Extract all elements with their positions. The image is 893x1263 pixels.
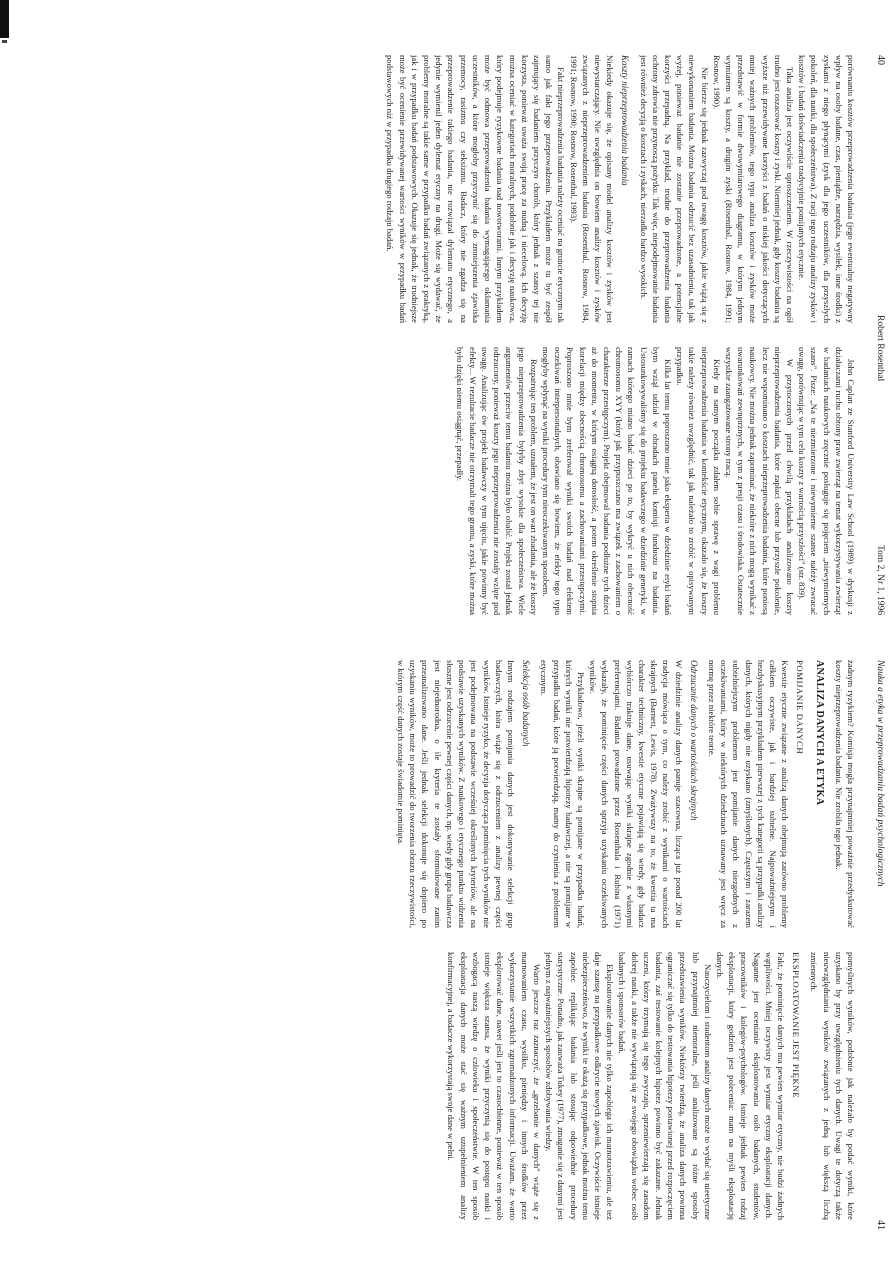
paragraph: Niekiedy okazuje się, że opisany model analizy kosztów i zysków jest niewystarczający. Nie uwzględnia on bowiem analizy kosztów i zysków związanych z nieprzeprowadzeniem badania (Rosenthal, Rosnow, 1984, 1991; Rosnow, 1990; Rosnow, Rosenthal, 1993). [568,55,616,323]
paragraph: Fakt nieprzeprowadzenia badania należy oceniać na gruncie etycznym tak samo jak fakt jego przeprowadzenia. Przykładem może tu być zespół zajmujący się badaniem przyczyn chorób, który jednak z szansy tej nie korzysta, ponieważ uważa swoją pracę za nudną i niecelową. Ich decyzję można oceniać w kategoriach moralnych, podobnie jak i decyzję naukowca, który podejmuje ryzykowne badania nad nowotworami. Innym przykładem może być odmowa przeprowadzenia badania wymagającego okłamania uczestników, a które mogłoby przyczynić się do zmniejszenia zjawiska przemocy, rasizmu czy seksizmu. Badacz, który nie zgadza się na przeprowadzenie takiego badania, nie rozwiązał dylematu etycznego, a jedynie wymienił jeden dylemat etyczny na drugi. Może się wydawać, że problemy moralne są takie same w przypadku badań związanych z praktyką, jak i w przypadku badań podstawowych. Okazuje się jednak, że trudniejsze może być ocenienie przewidywanej wartości wyników w przypadku badań podstawowych niż w przypadku drugiego rodzaju badań. [385,55,567,323]
subsection-heading: Selekcja osób badanych [521,660,532,747]
subsection-heading: EKSPLOATOWANIE JEST PIĘKNE [791,952,802,1099]
paragraph: Warto jeszcze raz zaznaczyć, że „grzebanie w danych" wiąże się z marnowaniem czasu, wysiłku, pieniędzy i innych środków przez wykorzystanie wszystkich zgromadzonych informacji. Uważam, że warto eksplorować dane, nawet jeśli jest to czasochłonne, ponieważ w ten sposób istnieje większa szansa, że wyniki przyczynią się do postępu nauki i wzbogacą naszą wiedzę o człowieku i społeczeństwie. W ten sposób eksploatacja danych może stać się ważnym uzupełnieniem analizy konfirmacyjnej, a badacze wykorzystają swoje dane w pełni. [446,952,542,1220]
paragraph: porównaniu kosztów przeprowadzenia badania (jego ewentualny negatywny wpływ na osoby badane, czas, pieniądze, narzędzia, wysiłek, inne środki) z zyskami z niego płynącymi (zysk dla jego uczestników, dla przyszłych pokoleń, dla nauki, dla społeczeństwa). Z racji tego rodzaju analizy zysków i kosztów i badań doświadczenia tradycyjnie pomijanych etycznie. [797,55,856,323]
right-page-columns [7,660,857,1230]
paragraph: W dziedzinie analizy danych panuje szacowna, licząca już ponad 200 lat tradycja mówiąca o tym, co należy zrobić z wynikami o wartościach skrajnych (Barnett, Lewis, 1978). Zważywszy na to, że kwestia ta ma charakter techniczny, kwestie etyczne pojawiają się wtedy, gdy badacz wybiórczo traktuje dane, usuwając wyniki skrajne zgodnie z własnymi preferencjami. Badania prowadzone przez Rosenthala i Rubina (1971) wykazały, że pominięcie części danych sprzyja uzyskaniu oczekiwanych wyników. [588,660,684,928]
paragraph: Rozpatrując ten problem, uznałem, że jest on wart zbadania, ale że koszty jego nieprzeprowadzenia byłyby zbyt wysokie dla społeczeństwa. Wiele argumentów przeciw temu badaniu można było obalić. Projekt został jednak odrzucony, ponieważ koszty jego nieprzeprowadzenia nie zostały wzięte pod uwagę. Analizując ów projekt badawczy w tym ujęciu, jakie powinny być efekty... W rezultacie badacze nie otrzymali tego grantu, a zyski, które można było dzięki niemu osiągnąć, przepadły. [455,347,539,615]
paragraph: W przytoczonych przed chwilą przykładach analizowano koszty nieprzeprowadzenia badania, które zapłaci obecne lub przyszłe pokolenie, lecz nie wspominano o kosztach nieprzeprowadzenia badania, które poniosą naukowcy. Nie można jednak zapominać, że niektóre z nich mogą wynikać z uwarunkowań zewnętrznych, w tym z presji czasu i środowiska. Ostatecznie wszystkie zaangażowane strony tracą. [723,347,795,615]
paragraph: Eksploatowanie danych nie tylko zapobiega ich marnotrawieniu, ale też daje szansę na przypadkowe odkrycie nowych zjawisk. Oczywiście istnieje niebezpieczeństwo, że wyniki te okażą się przypadkowe, jednak można temu zapobiec replikując badania lub stosując odpowiednie procedury statystyczne. Ponadto, jak zauważa Tukey (1977), zmaganie się z danymi jest jednym z najważniejszych sposobów zdobywania wiedzy. [544,952,616,1220]
paragraph: pomyślnych wyników, podobnie jak należało by podać wyniki, które uzyskano by przy uwzględnieniu tych danych. Uwagi te dotyczą także nieuwzględniania wyników związanych z jedną lub większą liczbą zmiennych. [809,952,856,1220]
right-running-head [871,660,887,1230]
title-running-head: Nauka a etyka w przeprowadzaniu badań psychologicznych [875,660,885,887]
page-number-40: 40 [875,55,886,65]
right-page [0,660,893,1230]
right-page-column-2 [7,952,857,1220]
paragraph: Kilka lat temu poproszono mnie jako eksperta w dziedzinie etyki badań bym wziął udział w obradach panelu komisji funduszu na badania. Ustosunkowywaliśmy się do projektu badawczego w dziedzinie genetyki, w ramach którego miano badać dzieci po to, by wykryć u nich obecność chromosomu XYY (który jak przypuszczano ma związek z zachowaniem o charakterze przestępczym). Projekt obejmował badania podłużne tych dzieci aż do momentu, w którym osiągną dorosłość, a potem określenie stopnia korelacji między obecnością chromosomu a zachowaniami przestępczymi. Poproszono mnie bym zreferował wyniki swoich badań nad efektem oczekiwań interpersonalnych, obawiano się bowiem, że efekty tego typu mogłyby wpłynąć na wyniki procedury tym nieoczekiwanym sposobem. [540,347,673,615]
paragraph: Przykładowo, jeżeli wyniki skrajne są pomijane w przypadku badań, których wyniki nie potwierdzają hipotezy badawczej, a nie są pomijane w przypadku badań, które ją potwierdzają, mamy do czynienia z problemem etycznym. [539,660,586,928]
paragraph: John Caplan ze Stanford University Law School (1989) w dyskusji z działaczami ruchu obrony praw zwierząt na temat wykorzystywania zwierząt w badaniach naukowych zręcznie posługuje się pojęciem „niewymiernych szans". Pisze: „Na te niezmierzone i niewymierne szanse należy zwracać uwagę, porównując w tym celu koszty z wartością przyszłości" (str. 839). [797,347,856,615]
left-running-head [871,55,887,615]
volume-running-head: Tom 2, Nr 1, 1996 [875,544,885,615]
left-page-column-1 [7,55,857,323]
paragraph: Fakt, że pominięcie danych ma pewien wymiar etyczny, nie budzi żadnych wątpliwości. Mniej oczywisty jest wymiar etyczny eksploatacji danych. Naganne jest ocenianie eksploatowania osób badanych, studentów, pracowników i kolegów-psychologów. Istnieje jednak pewien rodzaj eksploatacji, który godzien jest polecenia: mam na myśli eksploatację danych. [714,952,786,1220]
paragraph: Nie bierze się jednak zazwyczaj pod uwagę kosztów, jakie wiążą się z niewykonaniem badania. Można badania odrzucić bez uzasadnienia, tak jak wyżej, ponieważ badanie nie zostanie przeprowadzone, a potencjalne korzyści przepadną. Na przykład, trudne do przeprowadzenia badania ochrony zdrowia nie przynoszą pożytku. Tak więc, niepodejmowanie badania jest również decyzją o kosztach i zyskach, nierzadko bardzo wysokich. [638,55,710,323]
right-page-column-1 [7,660,857,928]
paragraph: Nauczycielom i studentom analizy danych może to wydać się nieetyczne lub przynajmniej niemoralne, jeśli analizowane są różne sposoby przedstawienia wyników. Niektórzy twierdzą, że analiza danych powinna ograniczać się tylko do testowania hipotezy postawionej przed rozpoczęciem badania, zaś testowanie kolejnych hipotez powinno być zakazane. Jednak uczeni, którzy trzymają się tego zwyczaju, sprzeniewierzają się zasadom dobrej nauki, a także nie wywiązują się ze swojego obowiązku wobec osób badanych i sponsorów badań. [617,952,713,1220]
paragraph: Kwestie etyczne związane z analizą danych obejmują zarówno problemy całkiem oczywiste, jak i bardziej subtelne. Najpoważniejszym i bezdyskusyjnym przykładem pierwszej z tych kategorii są przypadki analizy danych, których nigdy nie uzyskano (zmyślonych). Częstszym i zarazem subtelniejszym problemem jest pomijanie danych niezgodnych z oczekiwaniami, który w niektórych dziedzinach uznawany jest wręcz za normę przez niektóre teorie. [706,660,791,928]
section-heading: ANALIZA DANYCH A ETYKA [813,660,825,806]
left-page-column-2 [7,347,857,615]
subsection-heading: POMIJANIE DANYCH [795,660,806,755]
paragraph: żadnym ryzykiem? Komisja mogła przynajmniej poważnie przedyskutować koszty nieprzeprowadzenia badania. Nie zrobiła tego jednak. [833,660,856,928]
section-heading: Koszty nieprzeprowadzenia badania [620,55,631,186]
left-page-columns [7,55,857,615]
paragraph: Innym rodzajem pomijania danych jest dokonywanie selekcji grup badawczych, która wiąże się z odrzuceniem z analizy pewnej części wyników. Istnieje ryzyko, że decyzja dotycząca pominięcia tych wyników nie jest podejmowana na podstawie wcześniej określonych kryteriów, ale na podstawie uzyskanych wyników. Z naukowego i etycznego punktu widzenia słuszne jest odrzucenie pewnej części danych, np. wtedy gdy grupa badawcza jest niejednorodna, o ile kryteria te zostały sformułowane zanim przeanalizowano dane. Jeśli jednak selekcji dokonuje się dopiero po uzyskaniu wyników, może to prowadzić do tworzenia obrazu rzeczywistości, w którym część danych zostaje świadomie pominięta. [396,660,516,928]
paragraph: Kiedy na samym początku zdałem sobie sprawę z wagi problemu nieprzeprowadzenia badania w kontekście etycznym, okazało się, że koszty takie należy również uwzględnić, tak jak należało to zrobić w opisywanym przypadku. [675,347,722,615]
left-page [0,55,893,615]
page-number-41: 41 [875,1220,886,1230]
paragraph: Taka analiza jest oczywiście uproszczeniem. W rzeczywistości na ogół trudno jest oszacować koszty i zyski. Niemniej jednak, gdy koszty badania są wyższe niż przewidywane korzyści z badań o niskiej jakości dotyczących mniej ważnych problemów, tego typu analiza kosztów i zysków może przedstawić w formie dwuwymiarowego diagramu, w którym jednym wymiarem są koszty, a drugim zyski (Rosenthal, Rosnow, 1984, 1991; Rosnow, 1990). [711,55,795,323]
author-running-head: Robert Rosenthal [875,315,885,382]
subsection-heading: Odrzucanie danych o wartościach skrajnych [688,660,699,821]
